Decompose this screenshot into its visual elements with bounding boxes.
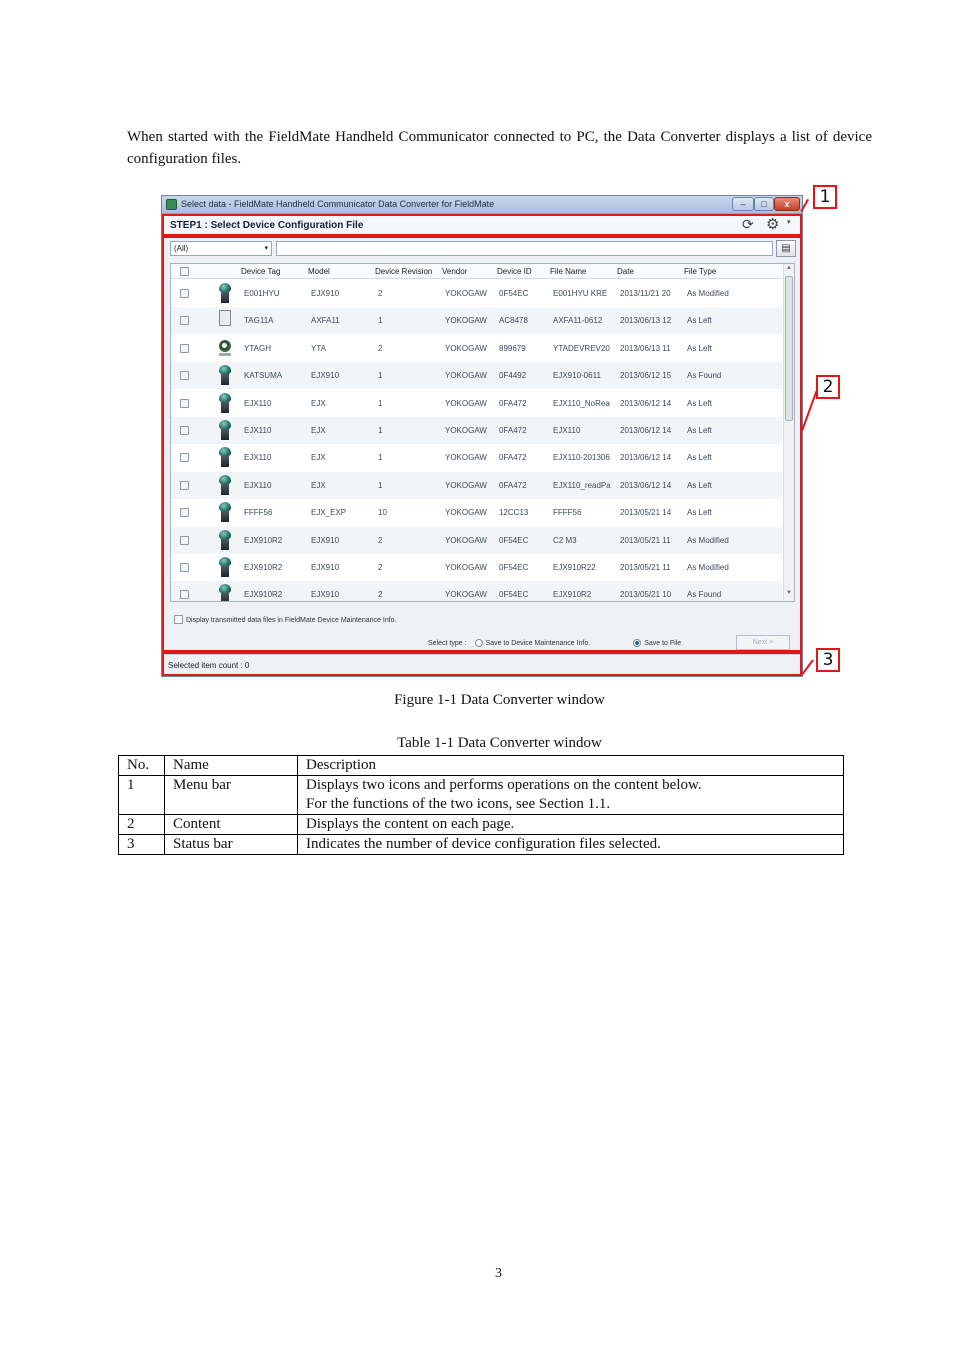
- cell-file-type: As Left: [687, 398, 712, 408]
- cell-file-type: As Left: [687, 453, 712, 463]
- cell-model: EJX: [311, 480, 326, 490]
- cell-device-revision: 10: [378, 508, 387, 518]
- cell-date: 2013/11/21 20: [620, 289, 671, 298]
- cell-file-type: As Left: [687, 316, 712, 326]
- status-bar-highlight: [162, 652, 802, 676]
- window-title: Select data - FieldMate Handheld Communicator Data Converter for FieldMate: [181, 199, 495, 209]
- row-description: [298, 776, 844, 815]
- cell-vendor: YOKOGAW: [445, 480, 487, 490]
- cell-file-name: AXFA11-0612: [553, 316, 603, 326]
- cell-date: 2013/06/13 11: [620, 343, 671, 353]
- row-name: Status bar: [165, 835, 298, 855]
- cell-vendor: YOKOGAW: [445, 289, 487, 298]
- scroll-down-icon[interactable]: ▼: [786, 590, 792, 596]
- content-highlight: [162, 236, 802, 652]
- callout-1: 1: [813, 185, 837, 209]
- column-header-model[interactable]: Model: [308, 267, 330, 276]
- cell-device-id: 0FA472: [499, 453, 527, 463]
- cell-model: EJX910: [311, 590, 340, 600]
- cell-device-tag: TAG11A: [244, 316, 274, 326]
- table-row: [119, 835, 844, 855]
- cell-vendor: YOKOGAW: [445, 590, 487, 600]
- row-description: Indicates the number of device configuration files selected.: [298, 835, 844, 855]
- header-description: Description: [298, 756, 844, 776]
- cell-device-tag: EJX910R2: [244, 535, 283, 545]
- cell-device-id: 0FA472: [499, 398, 527, 408]
- cell-device-revision: 2: [378, 289, 383, 298]
- cell-device-revision: 2: [378, 535, 383, 545]
- row-name: Content: [165, 815, 298, 835]
- cell-device-tag: EJX110: [244, 398, 272, 408]
- table-header-row: [119, 756, 844, 776]
- cell-vendor: YOKOGAW: [445, 535, 487, 545]
- gear-icon[interactable]: ⚙: [766, 216, 780, 233]
- display-transmitted-label: Display transmitted data files in FieldMate Device Maintenance Info.: [186, 617, 397, 624]
- cell-date: 2013/05/21 11: [620, 563, 671, 572]
- cell-date: 2013/05/21 14: [620, 508, 672, 518]
- cell-device-revision: 2: [378, 343, 383, 353]
- column-header-device-tag[interactable]: Device Tag: [241, 267, 281, 276]
- cell-file-name: EJX910-0611: [553, 371, 601, 381]
- step-title: STEP1 : Select Device Configuration File: [170, 220, 364, 231]
- cell-file-type: As Modified: [687, 563, 729, 572]
- cell-date: 2013/06/12 15: [620, 371, 672, 381]
- select-type-label: Select type :: [428, 640, 467, 647]
- cell-model: YTA: [311, 343, 326, 353]
- option-file-label: Save to File: [644, 640, 682, 647]
- page-number: 3: [495, 1266, 502, 1281]
- cell-device-revision: 2: [378, 563, 383, 572]
- cell-device-tag: EJX110: [244, 426, 272, 435]
- maximize-button[interactable]: □: [754, 197, 774, 211]
- cell-date: 2013/05/21 11: [620, 535, 671, 545]
- cell-vendor: YOKOGAW: [445, 371, 487, 381]
- app-icon: [166, 199, 177, 210]
- callout-leader-2: [801, 391, 817, 431]
- cell-device-revision: 1: [378, 316, 383, 326]
- cell-vendor: YOKOGAW: [445, 453, 487, 463]
- column-header-device-id[interactable]: Device ID: [497, 267, 532, 276]
- cell-file-type: As Left: [687, 343, 712, 353]
- cell-device-id: 0F54EC: [499, 563, 529, 572]
- column-header-file-name[interactable]: File Name: [550, 267, 587, 276]
- cell-date: 2013/06/12 14: [620, 453, 672, 463]
- cell-device-id: 0F4492: [499, 371, 527, 381]
- cell-device-tag: EJX910R2: [244, 590, 283, 600]
- cell-file-name: C2 M3: [553, 535, 577, 545]
- cell-device-revision: 1: [378, 426, 383, 435]
- cell-device-revision: 1: [378, 371, 383, 381]
- header-no: No.: [119, 756, 165, 776]
- column-header-vendor[interactable]: Vendor: [442, 267, 468, 276]
- callout-2: 2: [816, 375, 840, 399]
- callout-leader-3: [801, 659, 813, 675]
- cell-vendor: YOKOGAW: [445, 398, 487, 408]
- row-description: Displays the content on each page.: [298, 815, 844, 835]
- column-header-device-revision[interactable]: Device Revision: [375, 267, 433, 276]
- cell-device-tag: E001HYU: [244, 289, 280, 298]
- description-line: For the functions of the two icons, see Section 1.1.: [306, 796, 611, 812]
- chevron-down-icon[interactable]: ▾: [787, 219, 791, 226]
- cell-file-type: As Found: [687, 371, 722, 381]
- cell-device-id: 0FA472: [499, 426, 527, 435]
- next-button[interactable]: Next >: [736, 635, 790, 650]
- cell-file-name: EJX110_NoRea: [553, 398, 610, 408]
- cell-model: AXFA11: [311, 316, 340, 326]
- cell-device-tag: YTAGH: [244, 343, 271, 353]
- row-name: Menu bar: [165, 776, 298, 815]
- cell-file-name: FFFF56: [553, 508, 582, 518]
- cell-file-name: EJX910R22: [553, 563, 596, 572]
- cell-device-id: AC8478: [499, 316, 528, 326]
- column-header-file-type[interactable]: File Type: [684, 267, 717, 276]
- cell-device-id: 0F54EC: [499, 289, 529, 298]
- cell-vendor: YOKOGAW: [445, 563, 487, 572]
- description-table: [118, 755, 844, 855]
- filter-value: (All): [174, 244, 189, 253]
- cell-device-revision: 2: [378, 590, 383, 600]
- cell-device-id: 12CC13: [499, 508, 529, 518]
- option-device-maintenance-label: Save to Device Maintenance Info.: [485, 640, 591, 647]
- book-icon[interactable]: ▤: [776, 240, 796, 257]
- table-row: [119, 815, 844, 835]
- title-bar: [162, 196, 802, 214]
- minimize-button[interactable]: –: [732, 197, 754, 211]
- scroll-up-icon[interactable]: ▲: [786, 265, 792, 271]
- cell-file-type: As Found: [687, 590, 722, 600]
- cell-device-id: 0F54EC: [499, 535, 529, 545]
- cell-device-tag: EJX110: [244, 453, 272, 463]
- callout-3: 3: [816, 648, 840, 672]
- cell-device-revision: 1: [378, 453, 383, 463]
- cell-device-id: 0FA472: [499, 480, 527, 490]
- table-caption: Table 1-1 Data Converter window: [397, 735, 602, 751]
- cell-vendor: YOKOGAW: [445, 508, 487, 518]
- cell-model: EJX: [311, 426, 326, 435]
- cell-file-type: As Modified: [687, 535, 729, 545]
- cell-device-tag: EJX110: [244, 480, 272, 490]
- cell-model: EJX_EXP: [311, 508, 347, 518]
- cell-file-type: As Left: [687, 508, 712, 518]
- cell-date: 2013/06/12 14: [620, 480, 672, 490]
- cell-model: EJX910: [311, 289, 340, 298]
- row-no: 3: [119, 835, 165, 855]
- close-button[interactable]: x: [774, 197, 800, 211]
- cell-model: EJX: [311, 453, 326, 463]
- cell-date: 2013/06/12 14: [620, 398, 672, 408]
- cell-model: EJX910: [311, 535, 340, 545]
- row-no: 1: [119, 776, 165, 815]
- cell-vendor: YOKOGAW: [445, 343, 487, 353]
- cell-device-tag: FFFF56: [244, 508, 273, 518]
- cell-file-type: As Left: [687, 426, 712, 435]
- figure-caption: Figure 1-1 Data Converter window: [394, 692, 605, 708]
- chevron-down-icon: ▾: [264, 245, 268, 252]
- cell-file-type: As Modified: [687, 289, 729, 298]
- cell-file-name: E001HYU KRE: [553, 289, 608, 298]
- cell-device-revision: 1: [378, 480, 383, 490]
- cell-device-tag: KATSUMA: [244, 371, 283, 381]
- cell-model: EJX910: [311, 563, 340, 572]
- cell-file-name: YTADEVREV20: [553, 343, 610, 353]
- cell-date: 2013/06/12 14: [620, 426, 672, 435]
- intro-paragraph: When started with the FieldMate Handheld Communicator connected to PC, the Data Converter displays a list of device configuration files.: [127, 129, 872, 167]
- refresh-icon[interactable]: ⟳: [742, 216, 754, 232]
- cell-vendor: YOKOGAW: [445, 316, 487, 326]
- cell-file-name: EJX110_readPa: [553, 480, 611, 490]
- menu-bar-highlight: [162, 214, 802, 236]
- cell-device-tag: EJX910R2: [244, 563, 283, 572]
- cell-model: EJX910: [311, 371, 340, 381]
- cell-vendor: YOKOGAW: [445, 426, 487, 435]
- cell-file-type: As Left: [687, 480, 712, 490]
- cell-date: 2013/06/13 12: [620, 316, 672, 326]
- cell-device-revision: 1: [378, 398, 383, 408]
- cell-file-name: EJX910R2: [553, 590, 592, 600]
- cell-model: EJX: [311, 398, 326, 408]
- header-name: Name: [165, 756, 298, 776]
- column-header-date[interactable]: Date: [617, 267, 634, 276]
- cell-date: 2013/05/21 10: [620, 590, 672, 600]
- description-line: Displays two icons and performs operations on the content below.: [306, 777, 702, 793]
- table-row: [119, 776, 844, 815]
- cell-device-id: 0F54EC: [499, 590, 529, 600]
- cell-file-name: EJX110: [553, 426, 581, 435]
- cell-device-id: 899679: [499, 343, 526, 353]
- selected-count: Selected item count : 0: [168, 661, 250, 670]
- row-no: 2: [119, 815, 165, 835]
- cell-file-name: EJX110-201306: [553, 453, 610, 463]
